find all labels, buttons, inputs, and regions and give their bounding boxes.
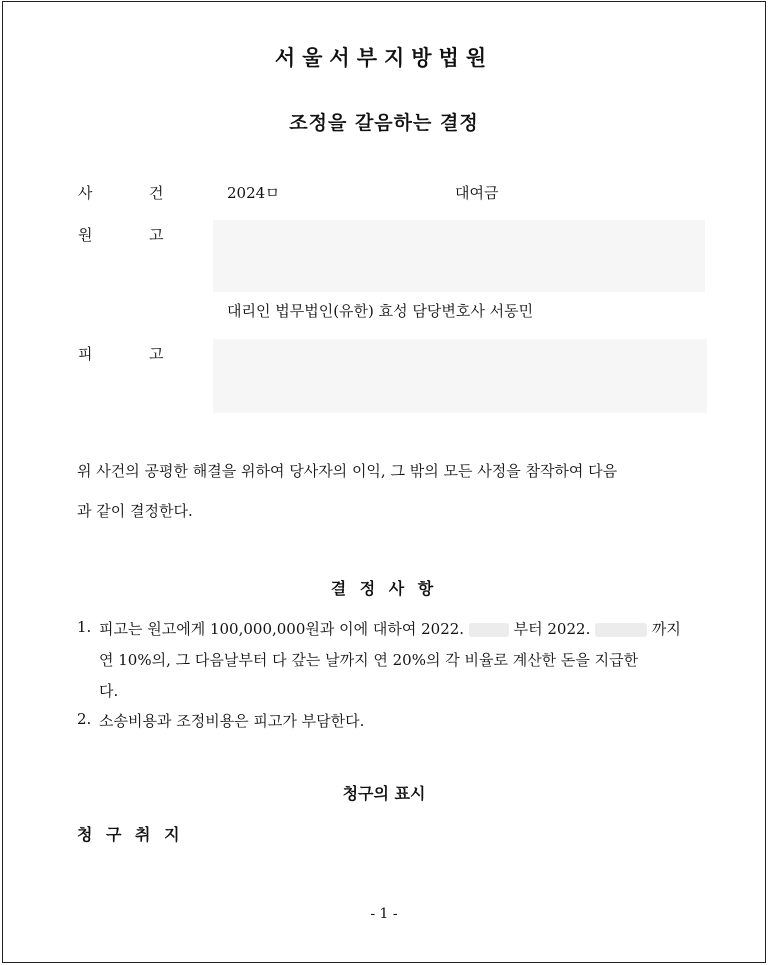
- page-number: - 1 -: [370, 906, 398, 922]
- decision-item-2: 소송비용과 조정비용은 피고가 부담한다.: [99, 712, 365, 730]
- decision-item-1-part-a: 피고는 원고에게 100,000,000원과 이에 대하여 2022.: [99, 620, 465, 638]
- defendant-label-char1: 피: [78, 345, 93, 363]
- date-redaction-2: [595, 623, 647, 637]
- decision-item-1-line-3: 다.: [99, 682, 119, 700]
- plaintiff-redaction: [213, 220, 705, 292]
- decision-item-1-part-c: 까지: [651, 620, 681, 638]
- claim-heading: 청구의 표시: [342, 784, 426, 803]
- defendant-label-char2: 고: [149, 345, 164, 363]
- case-name: 대여금: [455, 184, 499, 202]
- document-title: 조정을 갈음하는 결정: [289, 112, 479, 134]
- decision-item-1-line-2: 연 10%의, 그 다음날부터 다 갚는 날까지 연 20%의 각 비율로 계산한 돈을 지급한: [99, 651, 639, 669]
- defendant-redaction: [213, 339, 707, 413]
- preamble-line-2: 과 같이 결정한다.: [77, 502, 193, 520]
- document-page: [2, 1, 766, 963]
- decision-item-1-number: 1.: [77, 618, 92, 636]
- plaintiff-label-char1: 원: [78, 226, 93, 244]
- decision-heading: 결 정 사 항: [330, 579, 438, 598]
- court-name: 서울서부지방법원: [274, 46, 494, 70]
- case-label-char2: 건: [149, 184, 164, 202]
- plaintiff-agent: 대리인 법무법인(유한) 효성 담당변호사 서동민: [227, 302, 534, 320]
- claim-subheading: 청 구 취 지: [77, 825, 184, 844]
- decision-item-2-number: 2.: [77, 710, 92, 728]
- preamble-line-1: 위 사건의 공평한 해결을 위하여 당사자의 이익, 그 밖의 모든 사정을 참작하여 다음: [77, 462, 618, 480]
- case-label-char1: 사: [78, 184, 93, 202]
- case-number: 2024ㅁ: [227, 184, 280, 202]
- decision-item-1-part-b: 부터 2022.: [513, 620, 591, 638]
- decision-item-1-line-1: [99, 618, 681, 639]
- date-redaction-1: [469, 623, 509, 637]
- plaintiff-label-char2: 고: [149, 226, 164, 244]
